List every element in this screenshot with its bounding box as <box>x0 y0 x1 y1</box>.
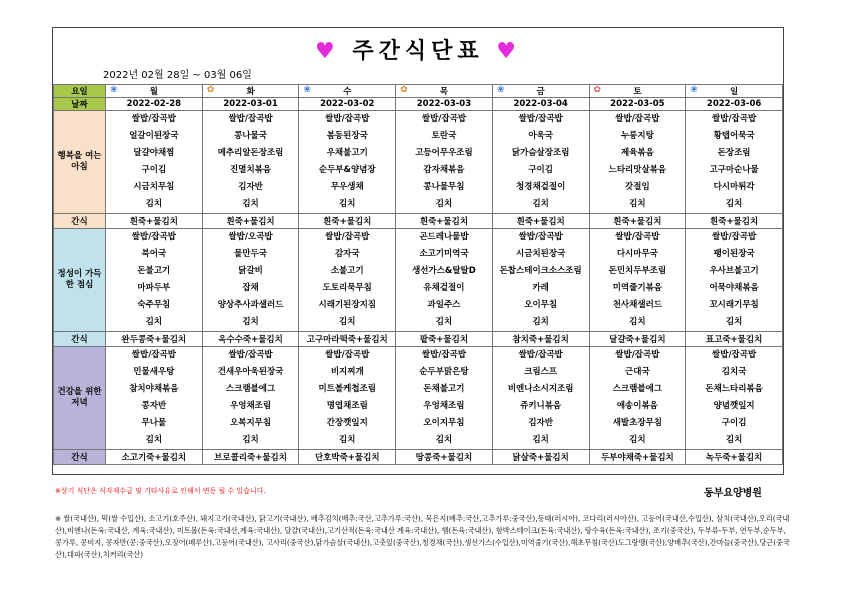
menu-item: 오복지무침 <box>230 418 272 428</box>
dinner-cell <box>589 347 686 450</box>
menu-item: 북어국 <box>141 249 167 259</box>
menu-item: 돈채불고기 <box>423 384 465 394</box>
day-name: 화 <box>246 87 255 97</box>
menu-item: 비지찌개 <box>330 367 364 377</box>
menu-item: 미역줄기볶음 <box>612 283 662 293</box>
snack-item: 흰죽+물김치 <box>589 214 686 229</box>
menu-item: 구이김 <box>721 418 747 428</box>
day-name: 토 <box>633 87 642 97</box>
day-header <box>589 85 686 98</box>
menu-item: 곤드레나물밥 <box>419 232 469 242</box>
menu-item: 스크램블에그 <box>612 384 662 394</box>
snack-item: 고구마라떡죽+물김치 <box>299 332 396 347</box>
menu-item: 쌀밥/잡곡밥 <box>712 114 757 124</box>
snack-item: 팥죽+물김치 <box>396 332 493 347</box>
breakfast-cell <box>106 111 203 214</box>
menu-item: 김치 <box>242 317 259 327</box>
menu-item: 소고기미역국 <box>419 249 469 259</box>
menu-item: 김치 <box>629 435 646 445</box>
flower-icon: ✿ <box>593 85 602 95</box>
snack-item: 흰죽+물김치 <box>686 214 783 229</box>
flower-icon: ✿ <box>206 85 215 95</box>
menu-item: 쌀밥/오곡밥 <box>228 232 273 242</box>
snack-item: 흰죽+물김치 <box>106 214 203 229</box>
snack-label: 간식 <box>54 214 106 229</box>
heart-icon: ♥ <box>496 39 522 64</box>
page-title <box>53 34 783 65</box>
menu-item: 쌀밥/잡곡밥 <box>228 350 273 360</box>
day-name: 일 <box>730 87 739 97</box>
snack-item: 흰죽+물김치 <box>202 214 299 229</box>
menu-item: 김치국 <box>721 367 747 377</box>
menu-item: 쌀밥/잡곡밥 <box>518 350 563 360</box>
menu-item: 과일주스 <box>427 300 461 310</box>
menu-item: 감자국 <box>334 249 360 259</box>
dinner-cell <box>202 347 299 450</box>
menu-item: 진멸치볶음 <box>230 165 272 175</box>
menu-item: 물만두국 <box>234 249 267 259</box>
menu-item: 오이무침 <box>524 300 558 310</box>
dinner-label: 건강을 위한 저녁 <box>54 347 106 450</box>
menu-item: 고등어무우조림 <box>415 148 473 158</box>
menu-item: 쌀밥/잡곡밥 <box>615 232 660 242</box>
menu-item: 스크램블에그 <box>225 384 276 394</box>
menu-item: 애송이볶음 <box>616 401 658 411</box>
menu-item: 김자반 <box>528 418 553 428</box>
menu-item: 김치 <box>242 435 259 445</box>
day-header <box>492 85 589 98</box>
menu-item: 갓절임 <box>625 182 650 192</box>
breakfast-cell <box>589 111 686 214</box>
day-name: 목 <box>439 87 449 97</box>
menu-item: 김치 <box>725 317 743 327</box>
date-header: 2022-03-01 <box>202 98 299 111</box>
day-name: 수 <box>343 87 352 97</box>
day-header <box>202 85 299 98</box>
menu-item: 닭가슴살장조림 <box>511 148 570 158</box>
menu-item: 숙주무침 <box>137 300 171 310</box>
period: 2022년 02월 28일 ~ 03월 06일 <box>103 70 252 81</box>
menu-item: 얼갈이된장국 <box>129 131 179 141</box>
menu-item: 김치 <box>339 317 356 327</box>
menu-item: 쌀밥/잡곡밥 <box>228 114 273 124</box>
menu-item: 명엽채조림 <box>326 401 368 411</box>
menu-item: 크림스프 <box>524 367 558 377</box>
menu-item: 김치 <box>339 435 356 445</box>
day-name: 금 <box>536 87 545 97</box>
menu-item: 쌀밥/잡곡밥 <box>615 114 660 124</box>
menu-item: 김치 <box>145 317 163 327</box>
menu-item: 아욱국 <box>528 131 553 141</box>
menu-item: 김치 <box>339 199 356 209</box>
day-name: 월 <box>149 87 158 97</box>
menu-item: 우엉채조림 <box>230 401 272 411</box>
menu-item: 팽이된장국 <box>713 249 755 259</box>
menu-item: 비엔나소시지조림 <box>507 384 574 394</box>
date-header: 2022-02-28 <box>106 98 203 111</box>
menu-frame <box>52 27 784 475</box>
menu-item: 쌀밥/잡곡밥 <box>421 350 467 360</box>
menu-item: 김치 <box>435 435 453 445</box>
menu-item: 콩나물무침 <box>423 182 465 192</box>
breakfast-cell <box>396 111 493 214</box>
menu-item: 느타리맛살볶음 <box>608 165 667 175</box>
menu-item: 김치 <box>435 199 453 209</box>
menu-item: 김치 <box>532 317 549 327</box>
menu-item: 꼬시래기무침 <box>709 300 759 310</box>
lunch-cell <box>686 229 783 332</box>
lunch-cell <box>492 229 589 332</box>
snack-item: 닭살죽+물김치 <box>492 450 589 465</box>
snack-label: 간식 <box>54 332 106 347</box>
flower-icon: ❀ <box>110 85 118 95</box>
snack-item: 녹두죽+물김치 <box>686 450 783 465</box>
flower-icon: ❀ <box>496 85 505 95</box>
menu-item: 김치 <box>532 435 549 445</box>
menu-item: 돈채느타리볶음 <box>705 384 763 394</box>
menu-item: 김치 <box>435 317 453 327</box>
menu-item: 잡채 <box>242 283 259 293</box>
menu-item: 간장깻잎지 <box>326 418 368 428</box>
menu-item: 쌀밥/잡곡밥 <box>131 232 176 242</box>
menu-item: 돈찹스테이크소스조림 <box>499 266 582 276</box>
menu-item: 돈민치두부조림 <box>608 266 667 276</box>
menu-item: 무나물 <box>141 418 167 428</box>
dinner-cell <box>492 347 589 450</box>
menu-item: 우채불고기 <box>326 148 368 158</box>
menu-item: 유채겉절이 <box>423 283 465 293</box>
snack-item: 흰죽+물김치 <box>396 214 493 229</box>
menu-item: 봄동된장국 <box>326 131 368 141</box>
snack-item: 완두콩죽+물김치 <box>106 332 203 347</box>
menu-item: 건새우아욱된장국 <box>217 367 284 377</box>
menu-item: 시금치무침 <box>133 182 175 192</box>
dinner-cell <box>396 347 493 450</box>
flower-icon: ✿ <box>400 85 408 95</box>
breakfast-cell <box>202 111 299 214</box>
snack-item: 흰죽+물김치 <box>492 214 589 229</box>
snack-item: 땅콩죽+물김치 <box>396 450 493 465</box>
menu-item: 쌀밥/잡곡밥 <box>131 114 176 124</box>
menu-item: 쌀밥/잡곡밥 <box>325 232 370 242</box>
menu-item: 천사채샐러드 <box>612 300 662 310</box>
menu-item: 쌀밥/잡곡밥 <box>518 114 563 124</box>
menu-item: 마파두부 <box>137 283 171 293</box>
notice-text: ※상기 식단은 식자재수급 및 기타사유로 인해서 변동 될 수 있습니다. <box>55 487 266 495</box>
menu-item: 쌀밥/잡곡밥 <box>325 114 370 124</box>
menu-item: 쌀밥/잡곡밥 <box>712 350 757 360</box>
title-text: 주간식단표 <box>352 39 484 64</box>
menu-item: 김치 <box>725 435 743 445</box>
menu-item: 시금치된장국 <box>516 249 566 259</box>
menu-item: 감자채볶음 <box>423 165 465 175</box>
menu-item: 순두부맑은탕 <box>419 367 469 377</box>
day-header <box>106 85 203 98</box>
flower-icon: ❀ <box>690 85 698 95</box>
menu-item: 도토리묵무침 <box>322 283 372 293</box>
menu-item: 김치 <box>725 199 743 209</box>
snack-item: 단호박죽+물김치 <box>299 450 396 465</box>
date-header: 2022-03-05 <box>589 98 686 111</box>
date-header: 2022-03-04 <box>492 98 589 111</box>
menu-item: 오이지무침 <box>423 418 465 428</box>
date-header: 2022-03-02 <box>299 98 396 111</box>
menu-item: 돈장조림 <box>717 148 751 158</box>
menu-item: 다시마튀각 <box>713 182 755 192</box>
lunch-label: 정성이 가득한 점심 <box>54 229 106 332</box>
menu-item: 메추리알돈장조림 <box>217 148 284 158</box>
menu-item: 김치 <box>145 199 163 209</box>
menu-item: 우사브불고기 <box>709 266 759 276</box>
breakfast-cell <box>686 111 783 214</box>
breakfast-label: 행복을 여는 아침 <box>54 111 106 214</box>
menu-item: 김치 <box>532 199 549 209</box>
hospital-name: 동부요양병원 <box>704 488 762 499</box>
menu-item: 제육볶음 <box>620 148 654 158</box>
menu-item: 양념깻잎지 <box>713 401 755 411</box>
snack-item: 두부야채죽+물김치 <box>589 450 686 465</box>
menu-item: 새발초장무침 <box>612 418 662 428</box>
date-header: 2022-03-06 <box>686 98 783 111</box>
lunch-cell <box>106 229 203 332</box>
menu-item: 다시마무국 <box>616 249 658 259</box>
menu-item: 생선가스&탈탈D <box>412 266 476 276</box>
menu-item: 김치 <box>145 435 163 445</box>
menu-item: 근대국 <box>625 367 650 377</box>
menu-item: 쌀밥/잡곡밥 <box>421 114 467 124</box>
snack-item: 흰죽+물김치 <box>299 214 396 229</box>
breakfast-cell <box>299 111 396 214</box>
day-header <box>299 85 396 98</box>
dinner-cell <box>106 347 203 450</box>
menu-item: 미트볼케첩조림 <box>318 384 376 394</box>
snack-item: 옥수수죽+물김치 <box>202 332 299 347</box>
menu-item: 콩자반 <box>141 401 167 411</box>
snack-item: 소고기죽+물김치 <box>106 450 203 465</box>
date-header: 2022-03-03 <box>396 98 493 111</box>
day-header <box>686 85 783 98</box>
menu-item: 달걀야채찜 <box>133 148 175 158</box>
menu-item: 김치 <box>629 199 646 209</box>
snack-item: 브로콜리죽+물김치 <box>202 450 299 465</box>
menu-item: 닭갈비 <box>238 266 263 276</box>
origin-info: ※ 쌀(국내산), 떡(쌀 수입산), 소고기(호주산), 돼지고기(국내산), 닭고기(국내산), 배추김치(배추:국산,고추가루:국산), 묵은지(배추:국산,고추가루:중국산),동태(러시아), 코다리(러시아산), 고등어(국내산,수입산), 삼치(국내산),오리(국내산),비엔나(돈육:국내산, 계육:국내산), 미트볼(돈육:국내산,계육:국내산), 달걀(국내산),고기산적(돈육:국내산 계육:국내산), 햄(돈육:국내산), 함박스테이크(돈육:국내산), 탕수육(돈육:국내산), 조기(중국산), 두부류-두부, 연두부,순두부, 콩가루, 콩비지, 콩자반(콩:중국산),오징어(페루산),고등어(국내산), 고사리(중국산),닭가슴살(국내산),고춧잎(중국산),청경채(국산),생선가스(수입산),미역줄기(국산),해초무침(국산)도그랑땡(국산),양배추(국산),간마늘(중국산),당근(중국산),대파(국산),치커리(국산) <box>55 514 790 559</box>
menu-item: 청경채겉절이 <box>516 182 566 192</box>
menu-item: 쥬키니볶음 <box>520 401 562 411</box>
menu-item: 어묵야채볶음 <box>709 283 759 293</box>
menu-item: 쌀밥/잡곡밥 <box>518 232 563 242</box>
snack-label: 간식 <box>54 450 106 465</box>
menu-item: 콩나물국 <box>234 131 267 141</box>
menu-item: 김치 <box>629 317 646 327</box>
menu-item: 쌀밥/잡곡밥 <box>131 350 176 360</box>
menu-item: 우엉채조림 <box>423 401 465 411</box>
dinner-cell <box>299 347 396 450</box>
menu-item: 김자반 <box>238 182 263 192</box>
breakfast-cell <box>492 111 589 214</box>
menu-item: 토란국 <box>431 131 457 141</box>
menu-item: 참치야채볶음 <box>129 384 179 394</box>
menu-item: 쌀밥/잡곡밥 <box>615 350 660 360</box>
menu-item: 고구마순나물 <box>709 165 759 175</box>
menu-item: 김치 <box>242 199 259 209</box>
menu-item: 구이김 <box>141 165 167 175</box>
menu-item: 양상추사과샐러드 <box>217 300 284 310</box>
menu-item: 쌀밥/잡곡밥 <box>712 232 757 242</box>
menu-item: 황탭어묵국 <box>713 131 755 141</box>
flower-icon: ❀ <box>303 85 311 95</box>
lunch-cell <box>299 229 396 332</box>
lunch-cell <box>396 229 493 332</box>
snack-item: 표고죽+물김치 <box>686 332 783 347</box>
heart-icon: ♥ <box>314 39 340 64</box>
menu-item: 소불고기 <box>330 266 364 276</box>
menu-item: 쌀밥/잡곡밥 <box>325 350 370 360</box>
day-label: 요일 <box>54 85 106 98</box>
snack-item: 달걀죽+물김치 <box>589 332 686 347</box>
date-label: 날짜 <box>54 98 106 111</box>
lunch-cell <box>202 229 299 332</box>
menu-item: 돈불고기 <box>137 266 171 276</box>
menu-item: 누룽지탕 <box>620 131 654 141</box>
snack-item: 참치죽+물김치 <box>492 332 589 347</box>
menu-item: 시래기된장지짐 <box>318 300 376 310</box>
day-header <box>396 85 493 98</box>
menu-item: 무우생채 <box>330 182 364 192</box>
menu-item: 민물새우탕 <box>133 367 175 377</box>
menu-item: 카레 <box>532 283 549 293</box>
dinner-cell <box>686 347 783 450</box>
menu-item: 구이김 <box>528 165 553 175</box>
menu-item: 순두부&양념장 <box>318 165 376 175</box>
menu-table <box>53 84 783 465</box>
lunch-cell <box>589 229 686 332</box>
